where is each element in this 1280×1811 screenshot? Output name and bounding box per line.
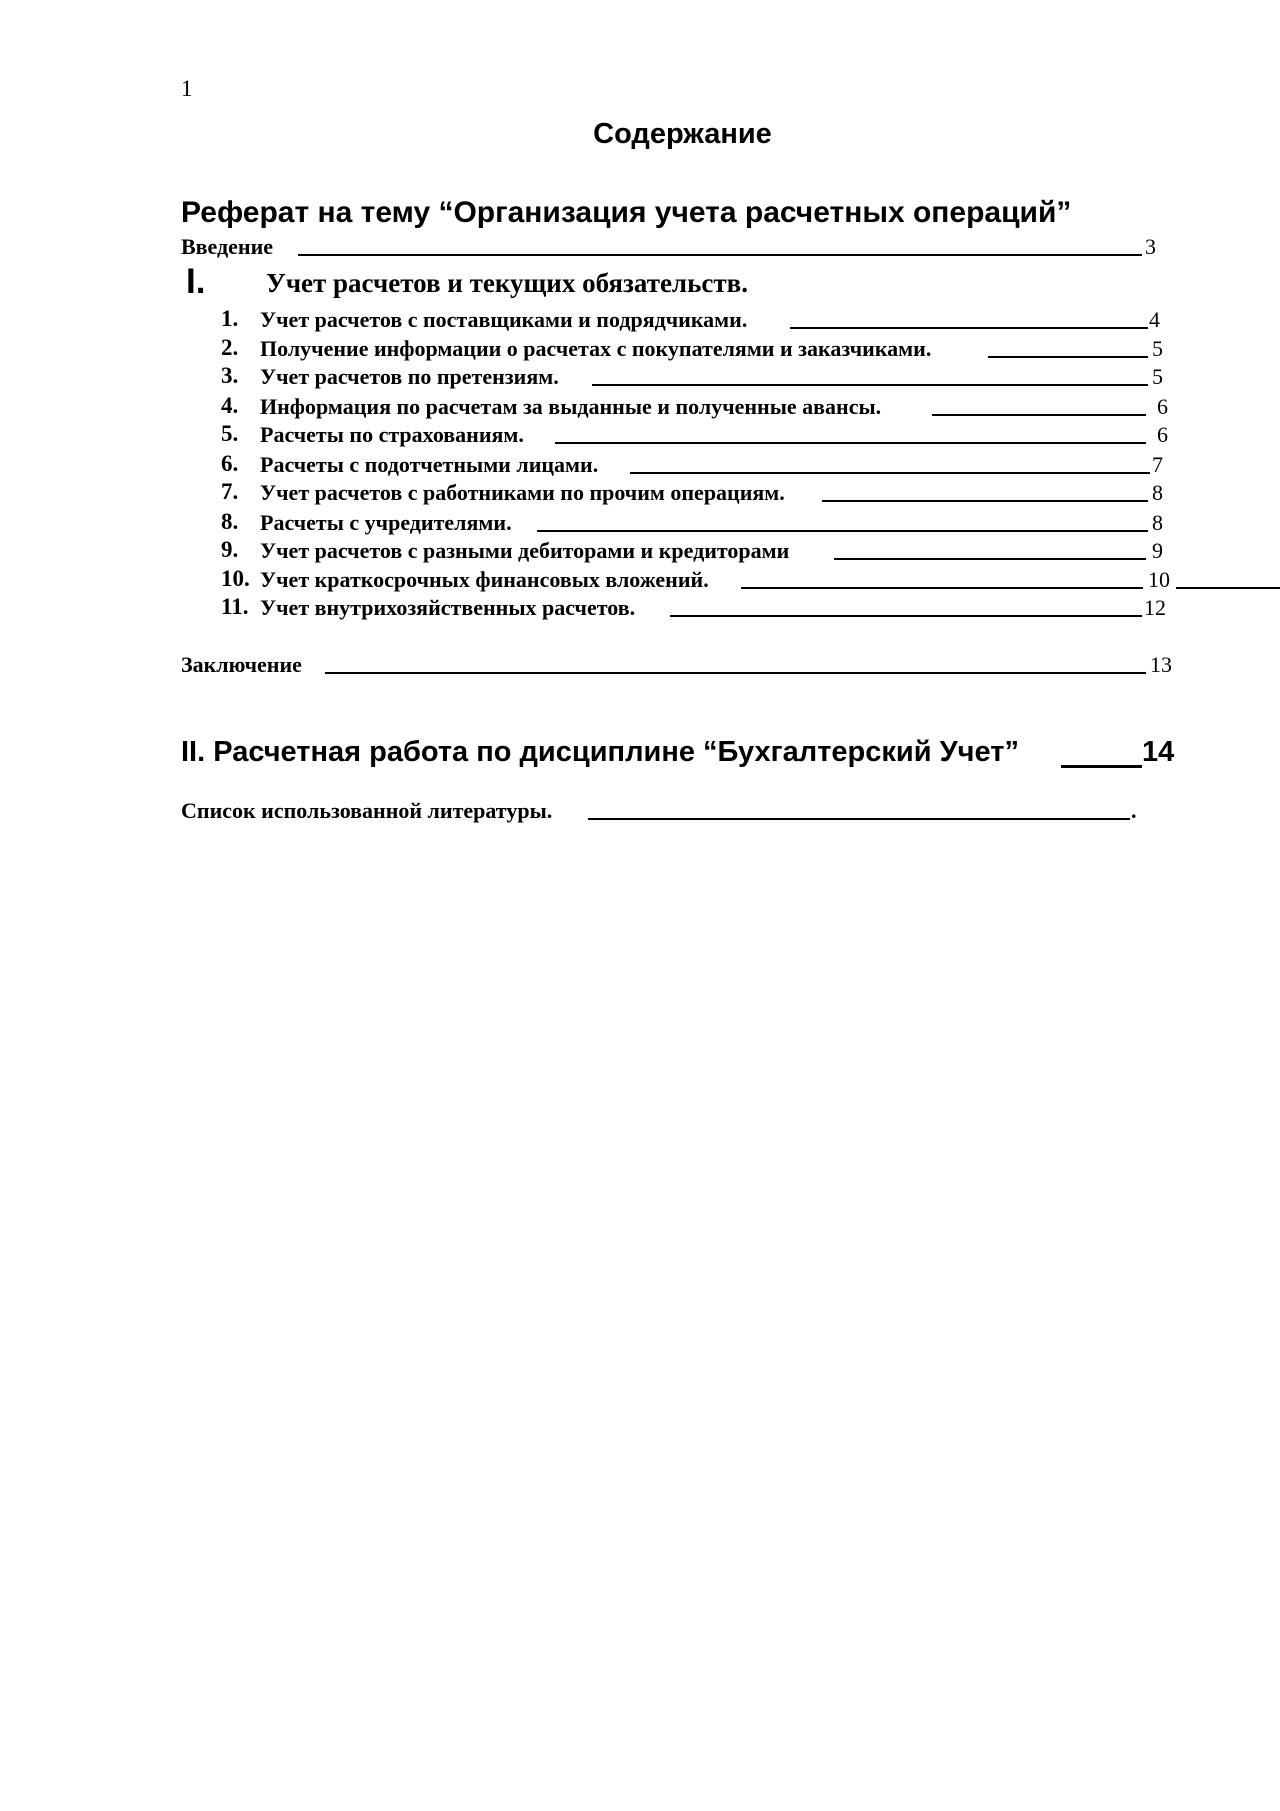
toc-item-label: Учет расчетов с разными дебиторами и кредиторами — [260, 538, 790, 563]
toc-item-label: Учет расчетов с поставщиками и подрядчиками. — [260, 307, 748, 332]
toc-item-number: 5. — [221, 421, 239, 446]
leader-line — [790, 327, 1148, 329]
page-number: 1 — [181, 76, 193, 101]
toc-item-label: Учет расчетов по претензиям. — [260, 364, 559, 389]
toc-item-number: 1. — [221, 306, 239, 331]
toc-item-page: 9 — [1152, 538, 1163, 563]
toc-item-page: 5 — [1152, 336, 1163, 361]
toc-item-label: Информация по расчетам за выданные и полученные авансы. — [260, 394, 882, 419]
toc-item-page: 6 — [1157, 422, 1168, 447]
leader-line — [834, 558, 1146, 560]
section-numeral: I. — [186, 262, 206, 301]
section-title: Учет расчетов и текущих обязательств. — [266, 268, 748, 298]
toc-item-label: Расчеты по страхованиям. — [260, 422, 524, 447]
toc-heading: Содержание — [593, 118, 772, 150]
leader-line — [537, 530, 1148, 532]
toc-item-label: Учет краткосрочных финансовых вложений. — [260, 567, 709, 592]
toc-item-number: 7. — [221, 479, 239, 504]
leader-line — [822, 500, 1148, 502]
toc-item-number: 4. — [221, 393, 239, 418]
toc-item-page: 8 — [1152, 480, 1163, 505]
leader-line — [1061, 765, 1142, 768]
toc-item-label: Учет расчетов с работниками по прочим операциям. — [260, 480, 785, 505]
paper-title: Реферат на тему “Организация учета расчетных операций” — [181, 196, 1072, 229]
leader-line — [592, 384, 1148, 386]
toc-item-page: 5 — [1152, 364, 1163, 389]
page-ref-conclusion: 13 — [1150, 652, 1172, 677]
leader-line — [741, 587, 1143, 589]
toc-entry-bibliography: Список использованной литературы. — [181, 798, 553, 823]
toc-entry-introduction: Введение — [181, 234, 274, 259]
bibliography-suffix: . — [1131, 798, 1137, 823]
conclusion-label: Заключение — [181, 652, 302, 677]
toc-item-page: 12 — [1144, 595, 1166, 620]
toc-item-page: 4 — [1149, 307, 1160, 332]
toc-item-page: 8 — [1152, 510, 1163, 535]
leader-line — [298, 254, 1142, 256]
leader-line — [1176, 587, 1280, 589]
toc-item-page: 10 — [1148, 567, 1170, 592]
leader-line — [630, 472, 1150, 474]
toc-entry-part2: II. Расчетная работа по дисциплине “Бухгалтерский Учет” — [181, 736, 1019, 768]
toc-item-number: 11. — [221, 594, 249, 619]
leader-line — [670, 615, 1142, 617]
toc-item-number: 6. — [221, 451, 239, 476]
toc-entry-conclusion — [181, 652, 302, 678]
toc-item-page: 6 — [1157, 394, 1168, 419]
toc-item-number: 2. — [221, 335, 239, 360]
toc-item-label: Учет внутрихозяйственных расчетов. — [260, 595, 636, 620]
toc-item-number: 10. — [221, 566, 250, 591]
leader-line — [555, 442, 1146, 444]
toc-item-label: Получение информации о расчетах с покупателями и заказчиками. — [260, 336, 932, 361]
toc-item-number: 3. — [221, 363, 239, 388]
page-ref-introduction: 3 — [1145, 234, 1156, 259]
leader-line — [932, 414, 1146, 416]
toc-item-number: 8. — [221, 509, 239, 534]
leader-line — [588, 818, 1130, 820]
toc-item-page: 7 — [1152, 452, 1163, 477]
toc-item-label: Расчеты с учредителями. — [260, 510, 512, 535]
leader-line — [988, 356, 1148, 358]
page-ref-part2: 14 — [1142, 736, 1175, 768]
toc-item-number: 9. — [221, 537, 239, 562]
leader-line — [325, 672, 1146, 674]
toc-item-label: Расчеты с подотчетными лицами. — [260, 452, 599, 477]
